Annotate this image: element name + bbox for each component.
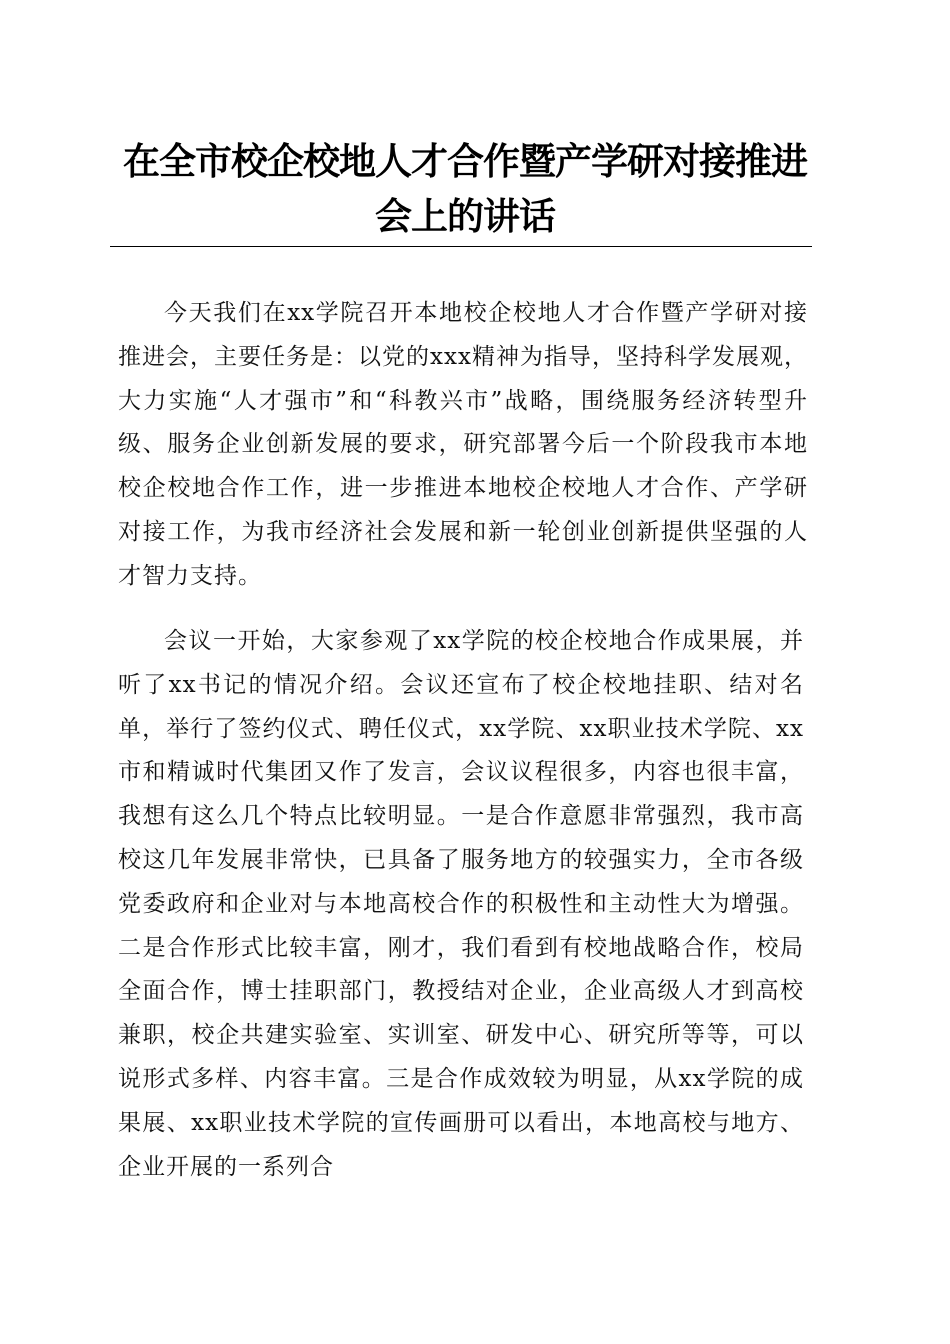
paragraph-2: 会议一开始，大家参观了xx学院的校企校地合作成果展，并听了xx书记的情况介绍。会议还宣布了校企校地挂职、结对名单，举行了签约仪式、聘任仪式，xx学院、xx职业技术学院、xx市和精诚时代集团又作了发言，会议议程很多，内容也很丰富，我想有这么几个特点比较明显。一是合作意愿非常强烈，我市高校这几年发展非常快，已具备了服务地方的较强实力，全市各级党委政府和企业对与本地高校合作的积极性和主动性大为增强。二是合作形式比较丰富，刚才，我们看到有校地战略合作，校局全面合作，博士挂职部门，教授结对企业，企业高级人才到高校兼职，校企共建实验室、实训室、研发中心、研究所等等，可以说形式多样、内容丰富。三是合作成效较为明显，从xx学院的成果展、xx职业技术学院的宣传画册可以看出，本地高校与地方、企业开展的一系列合 [118, 628, 804, 1180]
paragraph-1: 今天我们在xx学院召开本地校企校地人才合作暨产学研对接推进会，主要任务是：以党的xxx精神为指导，坚持科学发展观，大力实施“人才强市”和“科教兴市”战略，围绕服务经济转型升级、服务企业创新发展的要求，研究部署今后一个阶段我市本地校企校地合作工作，进一步推进本地校企校地人才合作、产学研对接工作，为我市经济社会发展和新一轮创业创新提供坚强的人才智力支持。 [118, 300, 808, 589]
title-underline [110, 246, 812, 247]
document-title: 在全市校企校地人才合作暨产学研对接推进会上的讲话 [123, 139, 807, 238]
